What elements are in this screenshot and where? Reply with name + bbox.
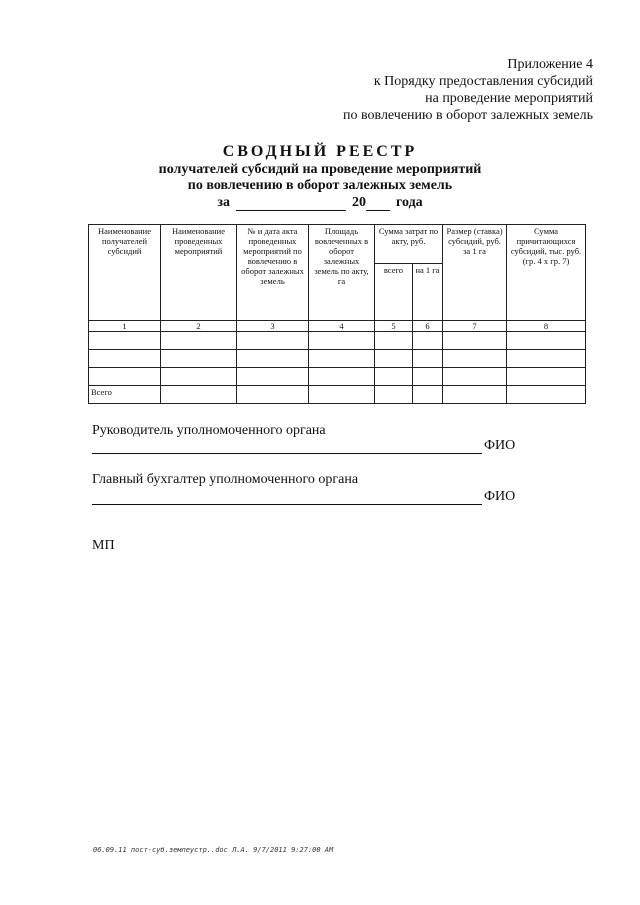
column-number: 8 — [507, 321, 586, 332]
period-year-blank[interactable] — [366, 210, 390, 211]
column-number: 6 — [413, 321, 443, 332]
appendix-line-4: по вовлечению в оборот залежных земель — [343, 108, 593, 123]
header-recipient-name: Наименование получателей субсидий — [89, 225, 161, 321]
document-subtitle — [0, 162, 640, 194]
document-title: СВОДНЫЙ РЕЕСТР — [222, 143, 418, 160]
column-number: 7 — [443, 321, 507, 332]
appendix-line-2: к Порядку предоставления субсидий — [373, 74, 593, 89]
period-prefix: за — [217, 195, 230, 210]
column-number: 5 — [375, 321, 413, 332]
register-table — [88, 224, 586, 404]
table-row — [89, 350, 586, 368]
period-blank-field[interactable] — [236, 210, 346, 211]
fio-label: ФИО — [484, 489, 516, 504]
signature-accountant-line — [92, 489, 515, 505]
table-row — [89, 332, 586, 350]
column-number-row — [89, 321, 586, 332]
signature-head-field[interactable] — [92, 453, 482, 454]
header-costs-by-act: Сумма затрат по акту, руб. — [375, 225, 443, 264]
header-land-area: Площадь вовлеченных в оборот залежных земель по акту, га — [309, 225, 375, 321]
column-number: 3 — [237, 321, 309, 332]
period-line — [0, 195, 640, 211]
fio-label: ФИО — [484, 438, 516, 453]
period-suffix: года — [395, 195, 423, 210]
appendix-line-1: Приложение 4 — [507, 57, 593, 72]
file-footer: 06.09.11 пост-суб.землеустр..doc Л.А. 9/7/2011 9:27:00 AM — [93, 846, 334, 854]
column-number: 1 — [89, 321, 161, 332]
column-number: 2 — [161, 321, 237, 332]
table-row — [89, 368, 586, 386]
header-costs-per-ha: на 1 га — [413, 264, 443, 321]
appendix-header — [343, 56, 593, 124]
signature-accountant-field[interactable] — [92, 504, 482, 505]
total-label: Всего — [89, 386, 161, 404]
stamp-place-label: МП — [92, 538, 115, 553]
header-subsidy-rate: Размер (ставка) субсидий, руб. за 1 га — [443, 225, 507, 321]
signature-accountant-label: Главный бухгалтер уполномоченного органа — [92, 472, 359, 487]
period-year-prefix: 20 — [351, 195, 366, 210]
subtitle-line-1: получателей субсидий на проведение мероприятий — [158, 162, 482, 177]
signature-head-label: Руководитель уполномоченного органа — [92, 423, 326, 438]
subtitle-line-2: по вовлечению в оборот залежных земель — [187, 178, 453, 193]
header-activity-name: Наименование проведенных мероприятий — [161, 225, 237, 321]
total-row — [89, 386, 586, 404]
appendix-line-3: на проведение мероприятий — [425, 91, 593, 106]
header-subsidy-amount: Сумма причитающихся субсидий, тыс. руб. (гр. 4 х гр. 7) — [507, 225, 586, 321]
header-act-number-date: № и дата акта проведенных мероприятий по вовлечению в оборот залежных земель — [237, 225, 309, 321]
signature-head-line — [92, 438, 515, 454]
header-costs-total: всего — [375, 264, 413, 321]
column-number: 4 — [309, 321, 375, 332]
